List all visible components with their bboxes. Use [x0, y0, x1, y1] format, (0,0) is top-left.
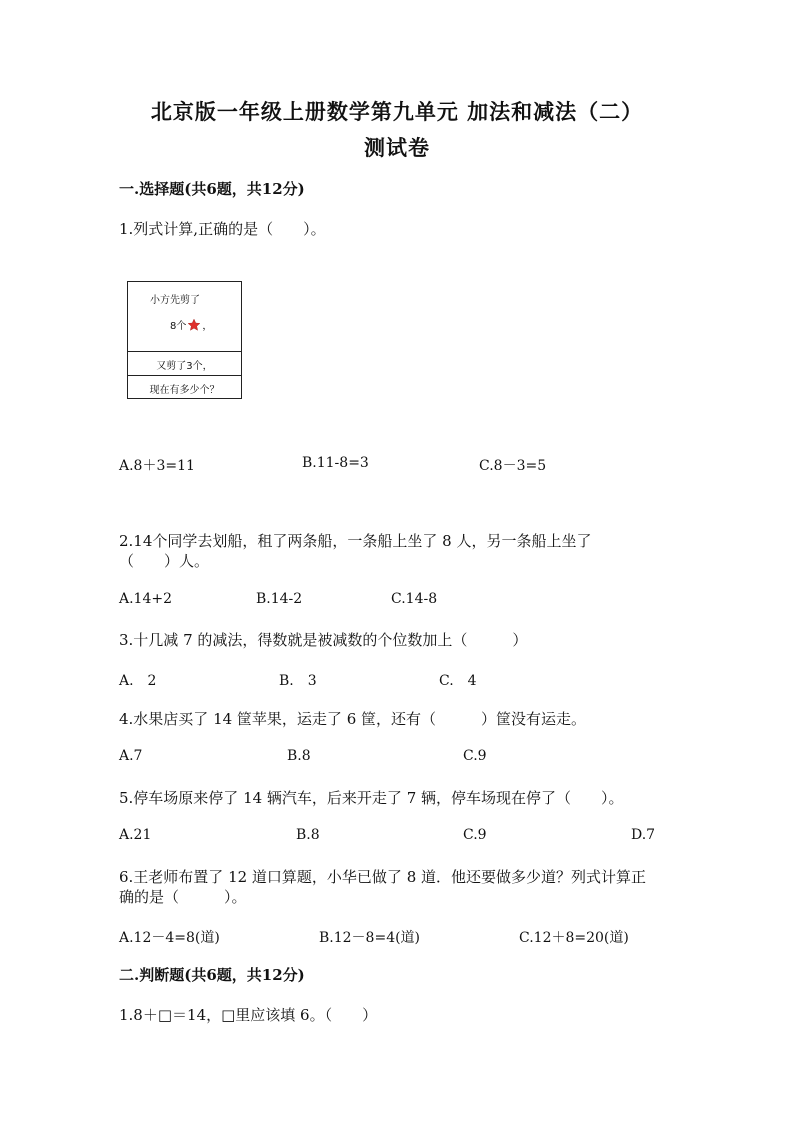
question-3-stem: 3.十几减 7 的减法，得数就是被减数的个位数加上（ ）	[119, 631, 528, 649]
question-1-option-b: B.11-8=3	[302, 455, 369, 471]
figure-text-line4: 现在有多少个？	[149, 385, 220, 396]
question-2-stem-line2: （ ）人。	[119, 552, 210, 570]
question-2-option-c: C.14-8	[391, 591, 438, 607]
question-2-option-a: A.14+2	[119, 591, 173, 607]
question-3-option-b: B. 3	[279, 673, 317, 689]
question-6-option-a: A.12－4=8(道)	[119, 930, 220, 946]
figure-bottom-cell	[128, 375, 241, 399]
judgement-1-stem: 1.8＋□＝14，□里应该填 6。（ ）	[119, 1006, 378, 1024]
page-subtitle: 测试卷	[364, 135, 430, 160]
question-4-option-a: A.7	[119, 748, 143, 764]
question-5-stem: 5.停车场原来停了 14 辆汽车，后来开走了 7 辆，停车场现在停了（ ）。	[119, 789, 624, 807]
question-1-option-c: C.8－3=5	[479, 458, 547, 474]
figure-text-line3: 又剪了3个，	[156, 361, 213, 372]
question-2-option-b: B.14-2	[256, 591, 303, 607]
question-2-stem-line1: 2.14个同学去划船，租了两条船，一条船上坐了 8 人，另一条船上坐了	[119, 532, 592, 550]
question-5-option-d: D.7	[631, 827, 656, 843]
question-1-option-a: A.8＋3=11	[119, 458, 195, 474]
figure-count: 8个	[170, 321, 187, 332]
question-3-option-a: A. 2	[119, 673, 157, 689]
figure-comma: ，	[202, 321, 213, 332]
section-heading-judgement: 二.判断题(共6题，共12分)	[119, 966, 305, 984]
question-4-option-b: B.8	[287, 748, 311, 764]
question-6-option-b: B.12－8=4(道)	[319, 930, 421, 946]
question-1-figure	[127, 281, 242, 399]
question-4-option-c: C.9	[463, 748, 487, 764]
figure-top-cell	[128, 282, 241, 351]
question-3-option-c: C. 4	[439, 673, 477, 689]
question-5-option-a: A.21	[119, 827, 152, 843]
section-heading-choice: 一.选择题(共6题，共12分)	[119, 180, 305, 198]
question-6-stem-line1: 6.王老师布置了 12 道口算题，小华已做了 8 道．他还要做多少道？列式计算正	[119, 868, 647, 886]
star-icon	[187, 318, 201, 332]
page-title: 北京版一年级上册数学第九单元 加法和减法（二）	[150, 99, 644, 124]
figure-text-line2	[170, 317, 212, 332]
question-4-stem: 4.水果店买了 14 筐苹果，运走了 6 筐，还有（ ）筐没有运走。	[119, 710, 587, 728]
question-6-stem-line2: 确的是（ ）。	[119, 888, 247, 906]
question-5-option-b: B.8	[296, 827, 320, 843]
question-1-stem: 1.列式计算,正确的是（ ）。	[119, 220, 326, 238]
question-5-option-c: C.9	[463, 827, 487, 843]
figure-middle-cell	[128, 351, 241, 375]
question-6-option-c: C.12＋8=20(道)	[519, 930, 629, 946]
figure-text-line1: 小方先剪了	[150, 295, 200, 306]
